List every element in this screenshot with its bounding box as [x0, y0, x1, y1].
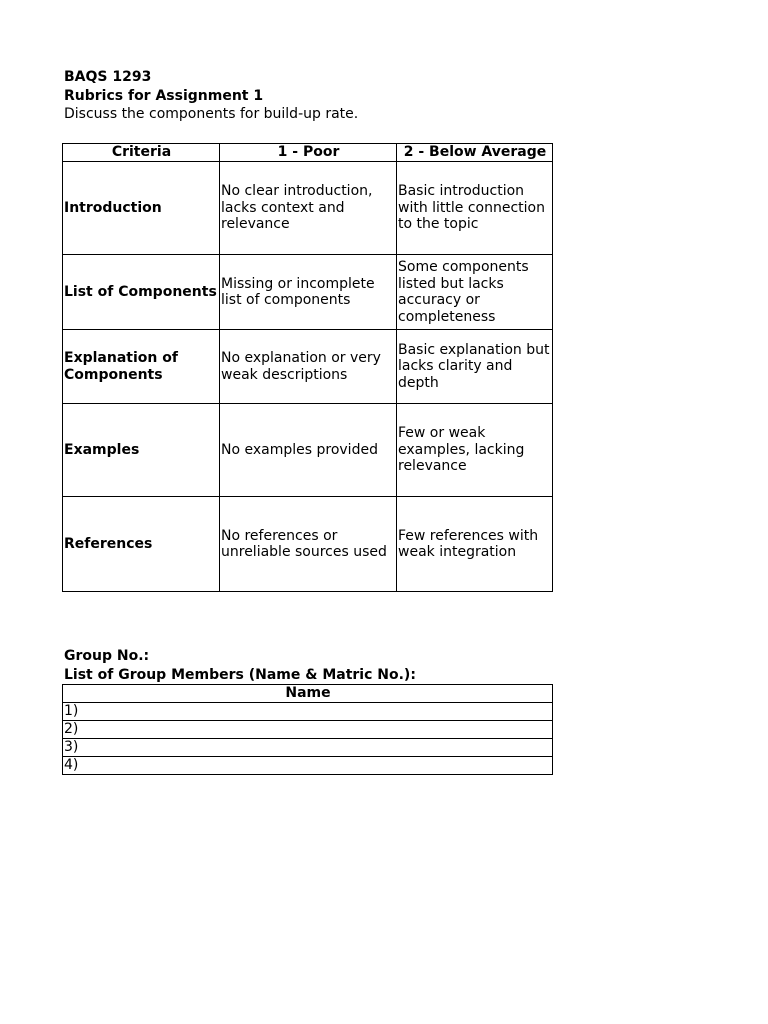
table-row: [63, 703, 553, 721]
table-row: [63, 739, 553, 757]
group-no-label: Group No.:: [64, 648, 150, 664]
table-row: [63, 162, 553, 255]
criteria-cell: Examples: [63, 404, 220, 497]
course-code: BAQS 1293: [64, 69, 152, 85]
below-average-cell: Some components listed but lacks accuracy or completeness: [397, 255, 553, 330]
column-header-criteria: Criteria: [63, 144, 220, 162]
rubric-table: [62, 143, 553, 592]
criteria-cell: List of Components: [63, 255, 220, 330]
table-row: [63, 497, 553, 592]
criteria-cell: Introduction: [63, 162, 220, 255]
below-average-cell: Basic introduction with little connection to the topic: [397, 162, 553, 255]
below-average-cell: Few or weak examples, lacking relevance: [397, 404, 553, 497]
column-header-name: Name: [63, 685, 553, 703]
below-average-cell: Few references with weak integration: [397, 497, 553, 592]
table-row: [63, 330, 553, 404]
poor-cell: No references or unreliable sources used: [220, 497, 397, 592]
column-header-below-average: 2 - Below Average: [397, 144, 553, 162]
member-cell: 3): [63, 739, 553, 757]
members-header-row: [63, 685, 553, 703]
poor-cell: No explanation or very weak descriptions: [220, 330, 397, 404]
criteria-cell: Explanation of Components: [63, 330, 220, 404]
member-cell: 1): [63, 703, 553, 721]
group-info: [64, 647, 416, 684]
rubric-header-row: [63, 144, 553, 162]
table-row: [63, 404, 553, 497]
group-members-label: List of Group Members (Name & Matric No.):: [64, 666, 416, 683]
document-header: [64, 68, 358, 124]
member-cell: 4): [63, 757, 553, 775]
table-row: [63, 721, 553, 739]
below-average-cell: Basic explanation but lacks clarity and depth: [397, 330, 553, 404]
table-row: [63, 255, 553, 330]
table-row: [63, 757, 553, 775]
document-title: Rubrics for Assignment 1: [64, 87, 264, 104]
member-cell: 2): [63, 721, 553, 739]
assignment-question: Discuss the components for build-up rate.: [64, 106, 359, 122]
poor-cell: No clear introduction, lacks context and relevance: [220, 162, 397, 255]
criteria-cell: References: [63, 497, 220, 592]
column-header-poor: 1 - Poor: [220, 144, 397, 162]
group-members-table: [62, 684, 553, 775]
poor-cell: Missing or incomplete list of components: [220, 255, 397, 330]
poor-cell: No examples provided: [220, 404, 397, 497]
